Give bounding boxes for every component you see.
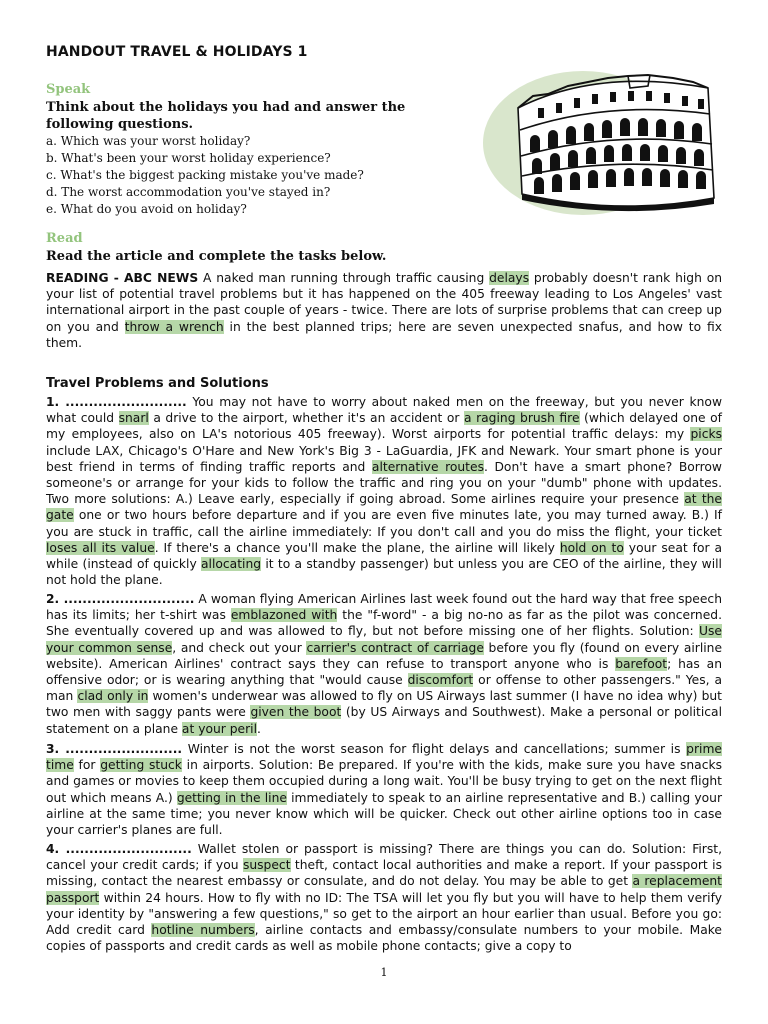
text-run: one or two hours before departure and if you are even five minutes late, you may turned away. B.) If you are stuck in traffic, call the airline immediately: If you don't call and you do miss the flight, your ticket <box>46 508 722 539</box>
text-run: include LAX, Chicago's O'Hare and New York's Big 3 - LaGuardia, JFK and Newark. Your smart phone is your best friend in terms of finding traffic reports and <box>46 443 722 474</box>
question-item: b. What's been your worst holiday experience? <box>46 151 331 165</box>
question-item: d. The worst accommodation you've stayed in? <box>46 185 331 199</box>
text-run: the "f-word" - a big no-no as far as the pilot was concerned. She eventually covered up and was allowed to fly, but not before missing one of her flights. Solution: <box>46 608 722 639</box>
question-item: a. Which was your worst holiday? <box>46 134 251 148</box>
highlight: hotline numbers <box>151 923 255 938</box>
text-run: , airline contacts and embassy/consulate numbers to your mobile. Make copies of passports and credit cards as well as mobile phone contacts; give a copy to <box>46 923 722 954</box>
text-run: . Don't have a smart phone? Borrow someone's or arrange for your kids to follow the traffic and ring you on your "dumb" phone with updates. Two more solutions: A.) Leave early, especially if going abroad. Some airlines require your presence <box>46 459 722 507</box>
text-run: it to a standby passenger) but unless you are CEO of the airline, they will not hold the plane. <box>46 557 722 588</box>
text-run: . If there's a chance you'll make the plane, the airline will likely <box>154 540 560 555</box>
problem-4-paragraph <box>46 841 722 954</box>
text-run: ; has an offensive odor; or is wearing anything that "would cause <box>46 656 722 688</box>
reading-label: READING - ABC NEWS <box>46 271 199 285</box>
page-title: HANDOUT TRAVEL & HOLIDAYS 1 <box>46 44 308 60</box>
highlight: barefoot <box>615 656 668 671</box>
problem-number: 4. ........................... <box>46 842 192 856</box>
problem-number: 3. ......................... <box>46 742 183 756</box>
highlight: a replacement passport <box>46 874 722 905</box>
page-number: 1 <box>380 966 388 979</box>
text-run: Wallet stolen or passport is missing? There are things you can do. Solution: First, cancel your credit cards; if you <box>46 842 722 873</box>
read-instruction: Read the article and complete the tasks below. <box>46 249 387 264</box>
problem-number: 2. ............................ <box>46 592 195 606</box>
highlight: getting stuck <box>100 758 182 773</box>
highlight: clad only in <box>77 689 149 704</box>
text-run: A naked man running through traffic causing <box>198 271 490 285</box>
read-heading: Read <box>46 231 83 246</box>
text-run: A woman flying American Airlines last week found out the hard way that free speech has its limits; her t-shirt was <box>46 592 722 623</box>
question-item: c. What's the biggest packing mistake you've made? <box>46 168 364 182</box>
problem-2-paragraph <box>46 591 722 737</box>
text-run: your seat for a while (instead of quickly <box>46 540 722 572</box>
highlight: given the boot <box>250 705 342 720</box>
highlight: suspect <box>242 858 291 873</box>
highlight: loses all its value <box>46 540 155 555</box>
text-run: theft, contact local authorities and make a report. If your passport is missing, contact the nearest embassy or consulate, and do not delay. You may be able to get <box>46 858 722 889</box>
text-run: a drive to the airport, whether it's an accident or <box>148 411 465 426</box>
text-run: (which delayed one of my employees, also on LA's notorious 405 freeway). Worst airports for potential traffic delays: my <box>46 411 722 442</box>
text-run: in the best planned trips; here are seven unexpected snafus, and how to fix them. <box>46 319 722 350</box>
problem-3-paragraph <box>46 741 722 838</box>
highlight: getting in the line <box>176 790 287 805</box>
text-run: . <box>257 721 261 736</box>
highlight: allocating <box>201 557 262 572</box>
question-list <box>46 133 364 218</box>
text-run: or offense to other passengers." Yes, a man <box>46 673 722 704</box>
text-run: (by US Airways and Southwest). Make a personal or political statement on a plane <box>46 705 723 736</box>
question-item: e. What do you avoid on holiday? <box>46 202 247 216</box>
highlight: discomfort <box>407 673 474 688</box>
text-run: Winter is not the worst season for flight delays and cancellations; summer is <box>182 742 687 756</box>
highlight: at your peril <box>181 721 258 736</box>
colosseum-icon <box>478 48 736 218</box>
text-run: women's underwear was allowed to fly on US Airways last summer (I have no idea why) but two men with saggy pants were <box>46 689 722 720</box>
highlight: delays <box>489 271 530 285</box>
highlight: alternative routes <box>371 459 484 474</box>
highlight: snarl <box>118 411 149 426</box>
highlight: picks <box>690 427 722 442</box>
highlight: emblazoned with <box>230 608 338 623</box>
highlight: Use your common sense <box>46 624 722 655</box>
reading-paragraph <box>46 270 722 351</box>
text-run: in airports. Solution: Be prepared. If you're with the kids, make sure you have snacks and games or movies to keep them occupied during a long wait. You'll be busy trying to get on the next flight out which means A.) <box>46 758 722 805</box>
text-run: immediately to speak to an airline representative and B.) calling your airline at the same time; you never know which will be quicker. Check out other airline options too in case your carrier's planes are full. <box>46 790 722 838</box>
problem-number: 1. .......................... <box>46 395 187 409</box>
problems-heading: Travel Problems and Solutions <box>46 376 269 391</box>
speak-heading: Speak <box>46 82 91 97</box>
speak-instruction: Think about the holidays you had and answer the following questions. <box>46 100 406 132</box>
highlight: a raging brush fire <box>464 411 580 426</box>
highlight: at the gate <box>46 492 722 523</box>
text-run: before you fly (found on every airline website). American Airlines' contract says they can refuse to transport anyone who is <box>46 640 723 671</box>
text-run: You may not have to worry about naked men on the freeway, but you never know what could <box>46 395 722 426</box>
problem-1-paragraph <box>46 394 722 588</box>
text-run: probably doesn't rank high on your list of potential travel problems but it has happened on the 405 freeway leading to Los Angeles' vast international airport in the past couple of years - twice. There are lots of surprise problems that can creep up on you and <box>46 271 723 334</box>
text-run: for <box>73 758 101 773</box>
highlight: prime time <box>46 742 722 773</box>
highlight: hold on to <box>559 540 624 555</box>
text-run: , and check out your <box>172 640 307 655</box>
highlight: carrier's contract of carriage <box>306 640 484 655</box>
highlight: throw a wrench <box>124 319 224 334</box>
text-run: within 24 hours. How to fly with no ID: The TSA will let you fly but you will have to help them verify your identity by "answering a few questions," so get to the airport an hour earlier than usual. Before you go: Add credit card <box>46 890 722 938</box>
